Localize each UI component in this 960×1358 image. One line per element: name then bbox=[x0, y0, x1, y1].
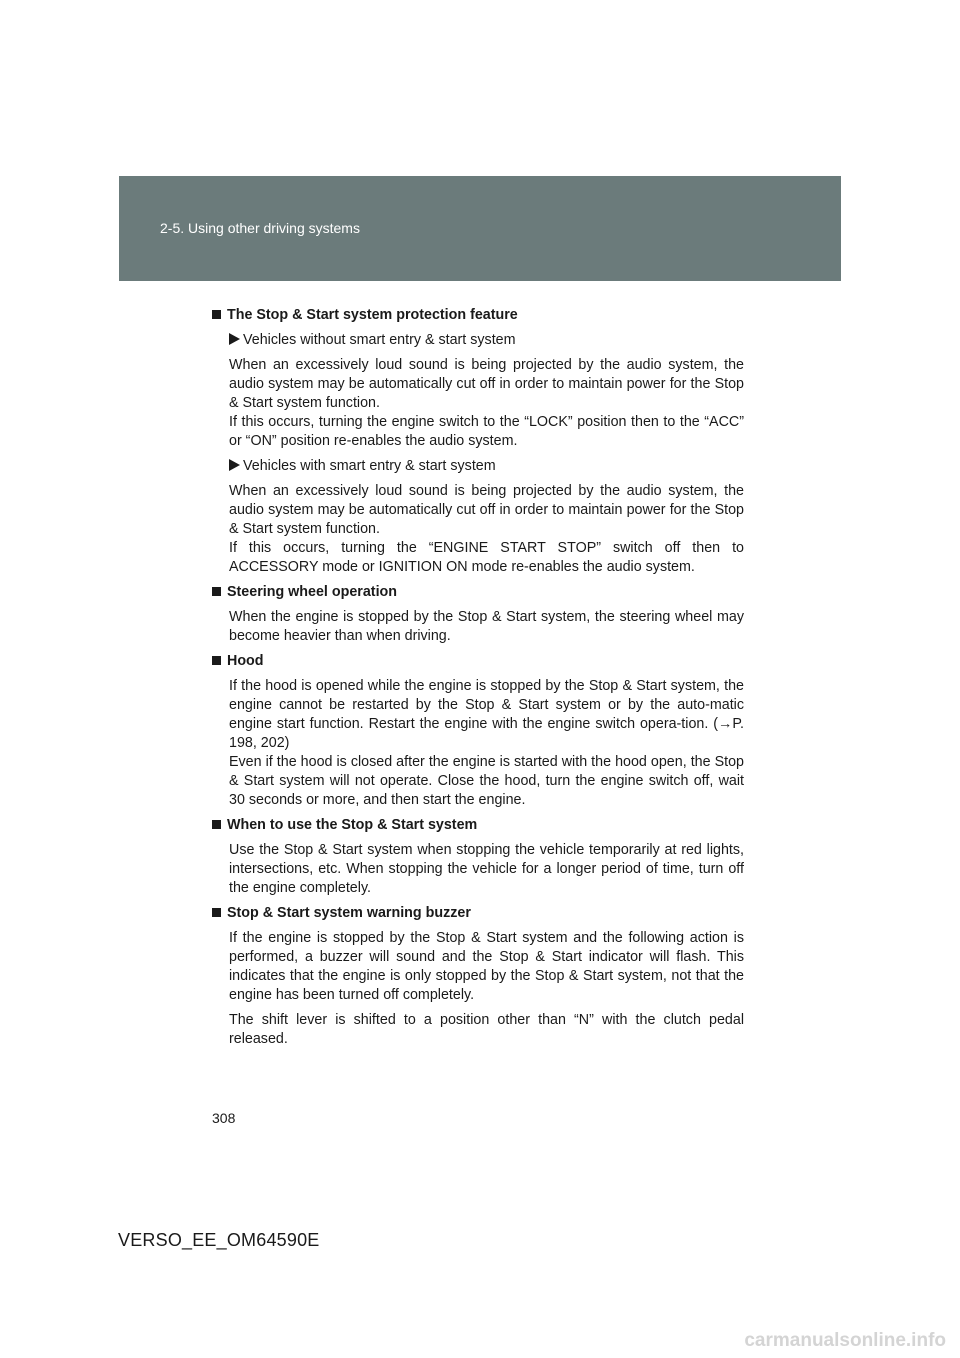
watermark: carmanualsonline.info bbox=[744, 1330, 946, 1351]
square-bullet-icon bbox=[212, 820, 221, 829]
subsection-without-smart-entry bbox=[212, 331, 744, 451]
paragraph: When the engine is stopped by the Stop & Start system, the steering wheel may become heavier than when driving. bbox=[229, 609, 744, 644]
subsection-label: Vehicles with smart entry & start system bbox=[229, 457, 744, 476]
section-when-to-use bbox=[212, 816, 744, 898]
paragraph: The shift lever is shifted to a position other than “N” with the clutch pedal released. bbox=[229, 1012, 744, 1047]
document-id: VERSO_EE_OM64590E bbox=[118, 1230, 320, 1250]
section-stop-start-protection bbox=[212, 306, 744, 577]
section-title: 2-5. Using other driving systems bbox=[160, 220, 360, 236]
section-heading: The Stop & Start system protection feature bbox=[212, 306, 744, 325]
subsection-label: Vehicles without smart entry & start system bbox=[229, 331, 744, 350]
section-heading: When to use the Stop & Start system bbox=[212, 816, 744, 835]
paragraph: When an excessively loud sound is being projected by the audio system, the audio system may be automatically cut off in order to maintain power for the Stop & Start system function. bbox=[229, 357, 744, 411]
page-number: 308 bbox=[212, 1110, 236, 1126]
paragraph: If this occurs, turning the “ENGINE START STOP” switch off then to ACCESSORY mode or IGNITION ON mode re-enables the audio system. bbox=[229, 540, 744, 575]
section-warning-buzzer bbox=[212, 904, 744, 1049]
square-bullet-icon bbox=[212, 908, 221, 917]
section-heading: Steering wheel operation bbox=[212, 583, 744, 602]
square-bullet-icon bbox=[212, 656, 221, 665]
paragraph: Even if the hood is closed after the engine is started with the hood open, the Stop & Start system will not operate. Close the hood, turn the engine switch off, wait 30 seconds or more, and then start the engine. bbox=[229, 754, 744, 808]
triangle-bullet-icon bbox=[229, 459, 240, 471]
subsection-with-smart-entry bbox=[212, 457, 744, 577]
section-header-bar bbox=[119, 176, 841, 281]
square-bullet-icon bbox=[212, 310, 221, 319]
paragraph: If the engine is stopped by the Stop & Start system and the following action is performed, a buzzer will sound and the Stop & Start indicator will flash. This indicates that the engine is only stopped by the Stop & Start system, not that the engine has been turned off completely. bbox=[229, 930, 744, 1003]
triangle-bullet-icon bbox=[229, 333, 240, 345]
paragraph: Use the Stop & Start system when stopping the vehicle temporarily at red lights, intersections, etc. When stopping the vehicle for a longer period of time, turn off the engine completely. bbox=[229, 842, 744, 896]
section-heading: Hood bbox=[212, 652, 744, 671]
section-hood bbox=[212, 652, 744, 810]
section-steering-wheel bbox=[212, 583, 744, 646]
square-bullet-icon bbox=[212, 587, 221, 596]
page-content bbox=[212, 306, 744, 1055]
paragraph: When an excessively loud sound is being projected by the audio system, the audio system may be automatically cut off in order to maintain power for the Stop & Start system function. bbox=[229, 483, 744, 537]
paragraph: If this occurs, turning the engine switch to the “LOCK” position then to the “ACC” or “ON” position re-enables the audio system. bbox=[229, 414, 744, 449]
section-heading: Stop & Start system warning buzzer bbox=[212, 904, 744, 923]
paragraph: If the hood is opened while the engine is stopped by the Stop & Start system, the engine cannot be restarted by the Stop & Start system or by the auto-matic engine start function. Restart the engine with the engine switch opera-tion. (→P. 198, 202) bbox=[229, 678, 744, 751]
